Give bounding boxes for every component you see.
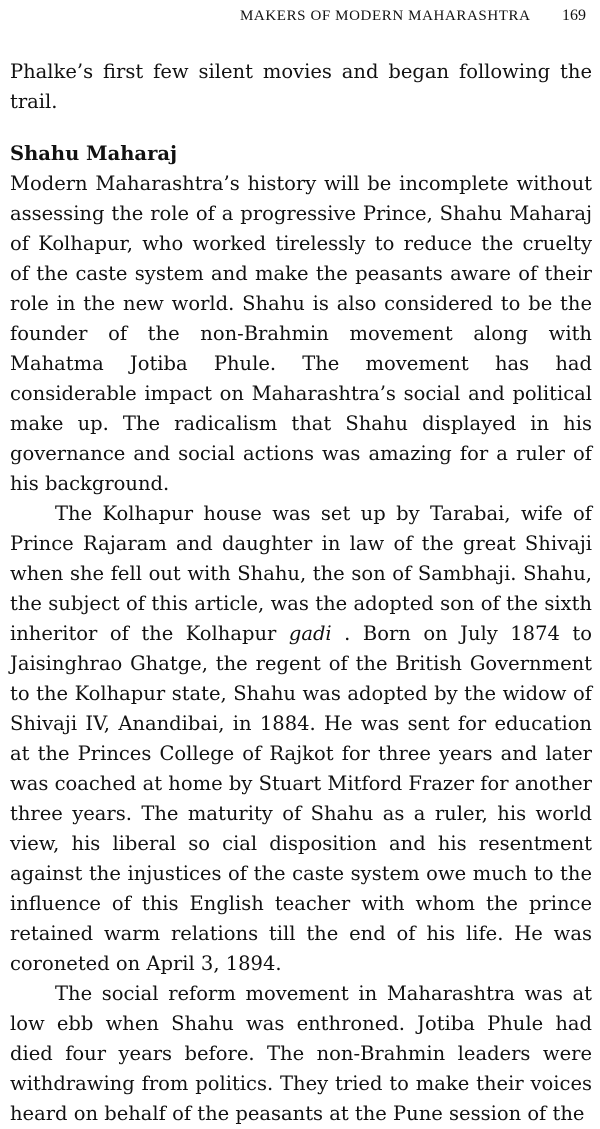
- paragraph-2-text-b: . Born on July 1874 to Jaisinghrao Ghatge, the regent of the British Government to the Kolhapur state, Shahu was adopted by the widow of Shivaji IV, Anandibai, in 1884. He was sent for education at the Princes College of Rajkot for three years and later was coached at home by Stuart Mitford Frazer for another three years. The maturity of Shahu as a ruler, his world view, his liberal so cial disposition and his resentment against the injustices of the caste system owe much to the influence of this English teacher with whom the prince retained warm relations till the end of his life. He was coroneted on April 3, 1894.: [10, 622, 592, 975]
- paragraph-1: Modern Maharashtra’s history will be incomplete without assessing the role of a progressive Prince, Shahu Maharaj of Kolhapur, who worked tirelessly to reduce the cruelty of the caste system and make the peasants aware of their role in the new world. Shahu is also considered to be the founder of the non-Brahmin movement along with Mahatma Jotiba Phule. The movement has had considerable impact on Maharashtra’s social and political make up. The radicalism that Shahu displayed in his governance and social actions was amazing for a ruler of his background.: [10, 172, 592, 495]
- body-text: [10, 57, 592, 1129]
- page-number: 169: [562, 7, 586, 24]
- paragraph-2-text-a: The Kolhapur house was set up by Tarabai, wife of Prince Rajaram and daughter in law of the great Shivaji when she fell out with Shahu, the son of Sambhaji. Shahu, the subject of this article, was the adopted son of the sixth inheritor of the Kolhapur: [10, 502, 592, 645]
- running-title: MAKERS OF MODERN MAHARASHTRA: [240, 8, 531, 24]
- italic-term: gadi: [288, 622, 332, 645]
- section-heading: Shahu Maharaj: [10, 142, 178, 165]
- running-header: [0, 4, 600, 28]
- paragraph-3: The social reform movement in Maharashtra was at low ebb when Shahu was enthroned. Jotiba Phule had died four years before. The non-Brahmin leaders were withdrawing from politics. They tried to make their voices heard on behalf of the peasants at the Pune session of the: [10, 982, 592, 1125]
- continuation-paragraph: Phalke’s first few silent movies and began following the trail.: [10, 60, 592, 113]
- paragraph-2: [10, 499, 592, 979]
